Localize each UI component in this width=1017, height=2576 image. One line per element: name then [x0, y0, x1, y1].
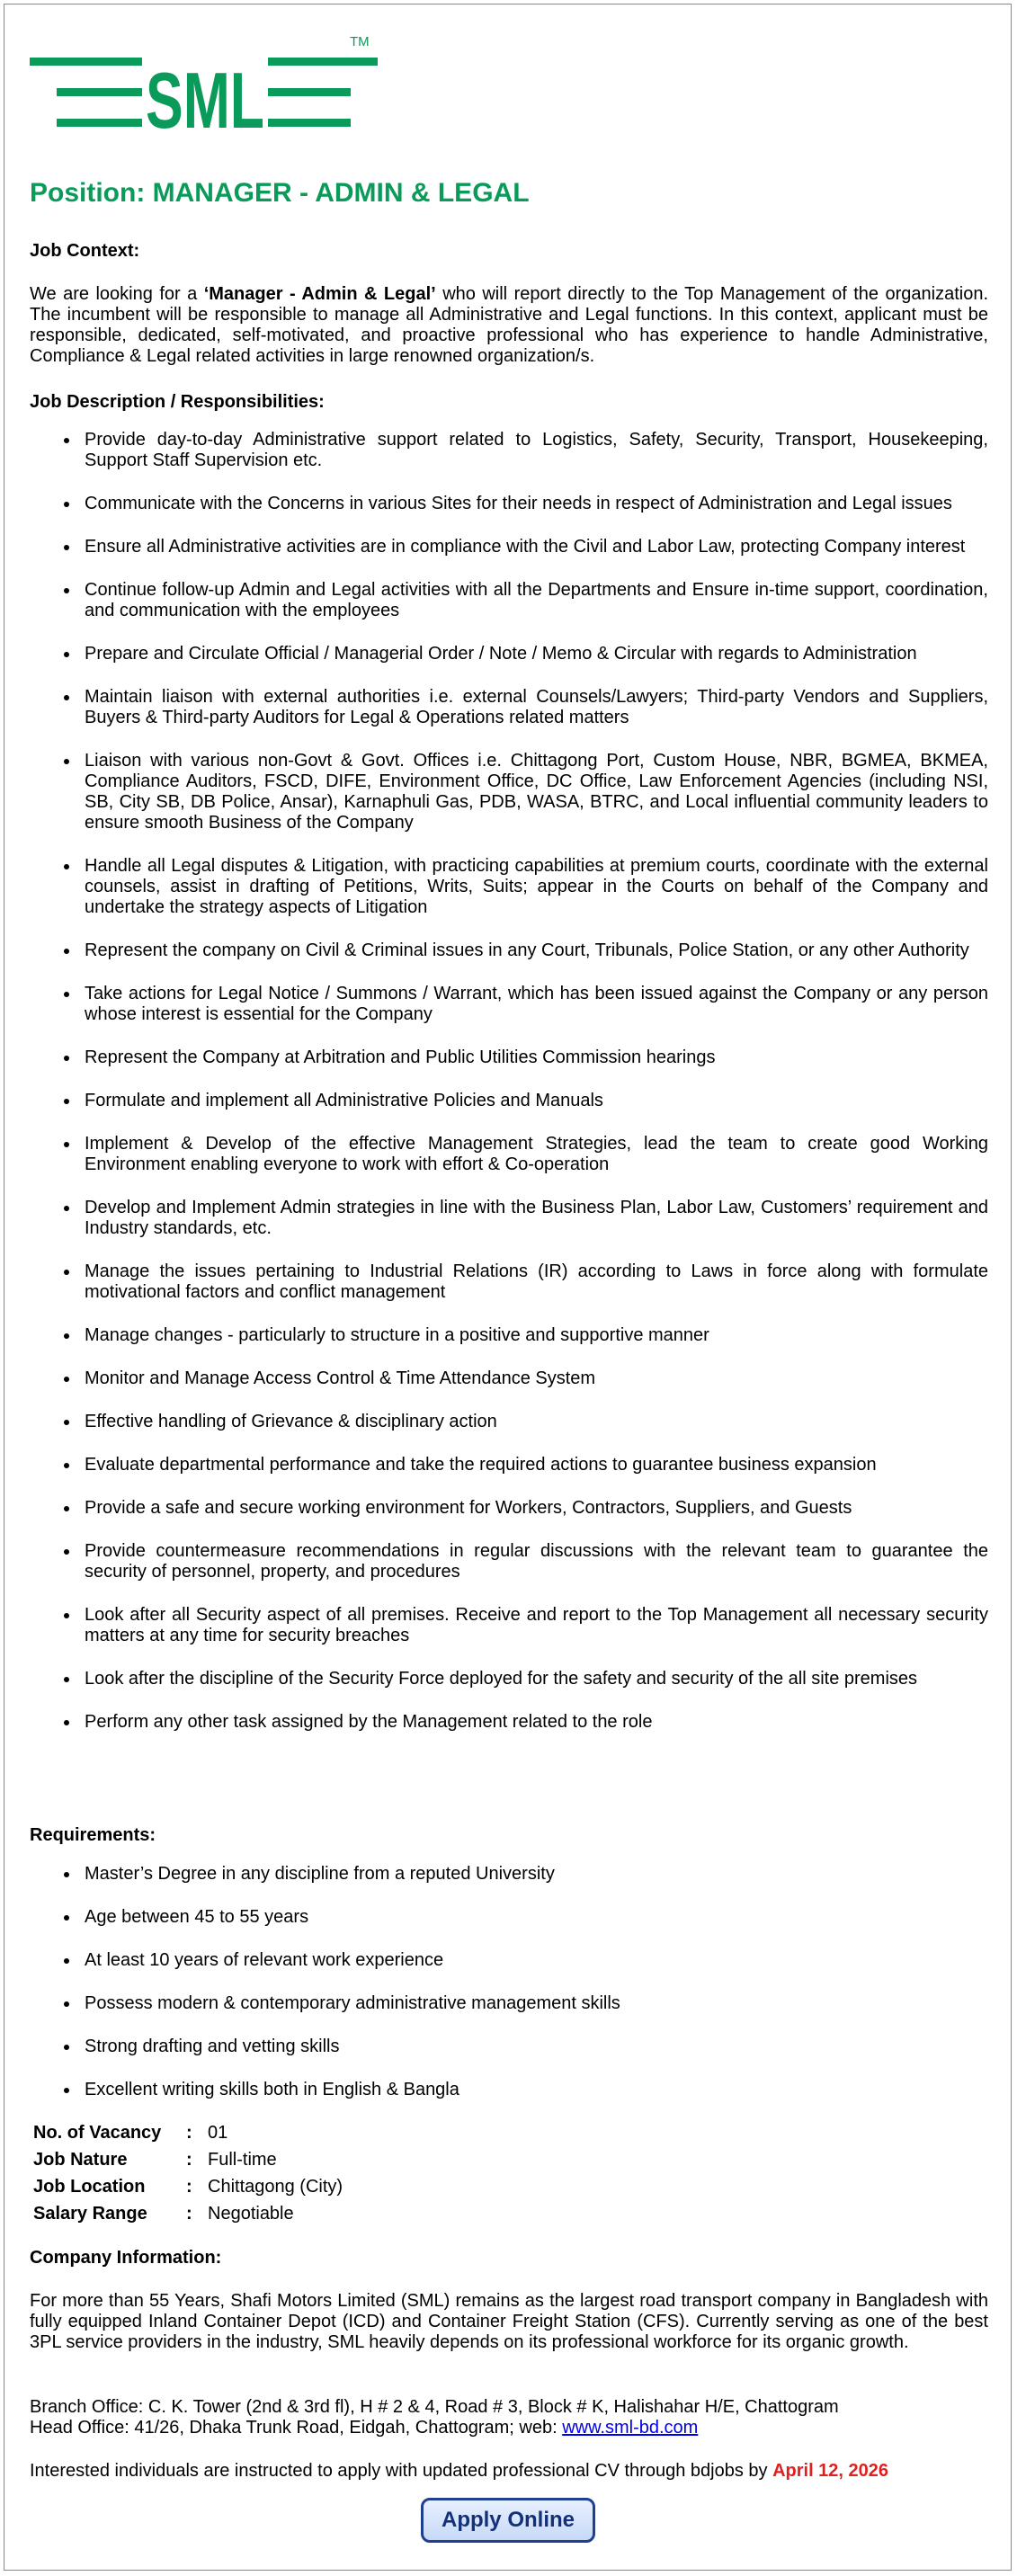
responsibility-item: Perform any other task assigned by the Management related to the role: [30, 1712, 988, 1733]
responsibility-item: Provide countermeasure recommendations in regular discussions with the relevant team to guarantee the security of personnel, property, and procedures: [30, 1541, 988, 1582]
job-facts-table: [33, 2119, 343, 2227]
requirement-item: Master’s Degree in any discipline from a reputed University: [30, 1864, 988, 1885]
fact-separator: :: [186, 2122, 192, 2143]
fact-value: 01: [208, 2122, 228, 2143]
requirement-item: Possess modern & contemporary administrative management skills: [30, 1993, 988, 2014]
job-context-role: ‘Manager - Admin & Legal’: [203, 284, 436, 304]
apply-instruction-line: [30, 2461, 988, 2482]
requirement-item: Excellent writing skills both in English & Bangla: [30, 2080, 988, 2100]
apply-online-button[interactable]: Apply Online: [421, 2498, 595, 2543]
apply-deadline: April 12, 2026: [772, 2461, 889, 2481]
responsibility-item: Take actions for Legal Notice / Summons / Warrant, which has been issued against the Company or any person whose interest is essential for the Company: [30, 984, 988, 1025]
requirement-item: Age between 45 to 55 years: [30, 1907, 988, 1928]
fact-value: Chittagong (City): [208, 2176, 343, 2197]
responsibility-item: Liaison with various non-Govt & Govt. Offices i.e. Chittagong Port, Custom House, NBR, BGMEA, BKMEA, Compliance Auditors, FSCD, DIFE, Environment Office, DC Office, Law Enforcement Agencies (including NSI, SB, City SB, DB Police, Ansar), Karnaphuli Gas, PDB, WASA, BTRC, and Local influential community leaders to ensure smooth Business of the Company: [30, 751, 988, 833]
responsibility-item: Implement & Develop of the effective Management Strategies, lead the team to create good Working Environment enabling everyone to work with effort & Co-operation: [30, 1134, 988, 1175]
responsibility-item: Look after all Security aspect of all premises. Receive and report to the Top Management all necessary security matters at any time for security breaches: [30, 1605, 988, 1646]
responsibility-item: Manage changes - particularly to structure in a positive and supportive manner: [30, 1325, 988, 1346]
requirement-item: At least 10 years of relevant work experience: [30, 1950, 988, 1971]
company-info-heading: Company Information:: [30, 2248, 222, 2268]
fact-value: Full-time: [208, 2149, 277, 2170]
fact-label: Job Nature: [33, 2149, 128, 2170]
job-context-pre: We are looking for a: [30, 284, 204, 304]
logo-wordmark: SML: [146, 56, 264, 145]
fact-label: Salary Range: [33, 2203, 147, 2224]
branch-office: Branch Office: C. K. Tower (2nd & 3rd fl), H # 2 & 4, Road # 3, Block # K, Halishahar H/E, Chattogram: [30, 2397, 839, 2417]
responsibility-item: Look after the discipline of the Security Force deployed for the safety and security of the all site premises: [30, 1669, 988, 1689]
responsibility-item: Represent the Company at Arbitration and Public Utilities Commission hearings: [30, 1047, 988, 1068]
responsibility-item: Communicate with the Concerns in various Sites for their needs in respect of Administration and Legal issues: [30, 494, 988, 514]
responsibility-item: Manage the issues pertaining to Industrial Relations (IR) according to Laws in force along with formulate motivational factors and conflict management: [30, 1261, 988, 1303]
responsibility-item: Monitor and Manage Access Control & Time Attendance System: [30, 1368, 988, 1389]
requirements-list: [30, 1864, 988, 2123]
job-context-heading: Job Context:: [30, 241, 140, 261]
fact-value: Negotiable: [208, 2203, 294, 2224]
website-link[interactable]: www.sml-bd.com: [562, 2418, 699, 2438]
job-context-text: [30, 284, 988, 367]
fact-label: No. of Vacancy: [33, 2122, 162, 2143]
fact-row: [33, 2200, 343, 2227]
responsibility-item: Formulate and implement all Administrative Policies and Manuals: [30, 1091, 988, 1111]
position-title: Position: MANAGER - ADMIN & LEGAL: [30, 178, 530, 208]
responsibility-item: Provide day-to-day Administrative support related to Logistics, Safety, Security, Transport, Housekeeping, Support Staff Supervision etc.: [30, 430, 988, 471]
fact-row: [33, 2146, 343, 2173]
fact-row: [33, 2119, 343, 2146]
responsibility-item: Maintain liaison with external authorities i.e. external Counsels/Lawyers; Third-party Vendors and Suppliers, Buyers & Third-party Auditors for Legal & Operations related matters: [30, 687, 988, 728]
responsibility-item: Effective handling of Grievance & disciplinary action: [30, 1412, 988, 1432]
fact-separator: :: [186, 2149, 192, 2170]
responsibility-item: Ensure all Administrative activities are in compliance with the Civil and Labor Law, protecting Company interest: [30, 537, 988, 557]
responsibility-item: Develop and Implement Admin strategies in line with the Business Plan, Labor Law, Customers’ requirement and Industry standards, etc.: [30, 1198, 988, 1239]
head-office: Head Office: 41/26, Dhaka Trunk Road, Eidgah, Chattogram; web:: [30, 2418, 563, 2438]
logo-trademark: TM: [350, 34, 370, 49]
fact-row: [33, 2173, 343, 2200]
responsibility-item: Evaluate departmental performance and take the required actions to guarantee business expansion: [30, 1455, 988, 1475]
apply-instruction: Interested individuals are instructed to apply with updated professional CV through bdjobs by: [30, 2461, 773, 2481]
responsibility-item: Provide a safe and secure working environment for Workers, Contractors, Suppliers, and Guests: [30, 1498, 988, 1519]
responsibility-item: Continue follow-up Admin and Legal activities with all the Departments and Ensure in-time support, coordination, and communication with the employees: [30, 580, 988, 621]
responsibilities-list: [30, 430, 988, 1755]
requirements-heading: Requirements:: [30, 1825, 156, 1845]
company-about: For more than 55 Years, Shafi Motors Limited (SML) remains as the largest road transport company in Bangladesh with fully equipped Inland Container Depot (ICD) and Container Freight Station (CFS). Currently serving as one of the best 3PL service providers in the industry, SML heavily depends on its professional workforce for its organic growth.: [30, 2291, 988, 2352]
fact-separator: :: [186, 2203, 192, 2224]
sml-logo: [30, 31, 380, 147]
job-context-post: who will report directly to the Top Management of the organization. The incumbent will be responsible to manage all Administrative and Legal functions. In this context, applicant must be responsible, dedicated, self-motivated, and proactive professional who has experience to handle Administrative, Compliance & Legal related activities in large renowned organization/s.: [30, 284, 988, 366]
responsibility-item: Prepare and Circulate Official / Managerial Order / Note / Memo & Circular with regards to Administration: [30, 644, 988, 664]
responsibilities-heading: Job Description / Responsibilities:: [30, 392, 325, 412]
requirement-item: Strong drafting and vetting skills: [30, 2037, 988, 2057]
fact-label: Job Location: [33, 2176, 146, 2197]
head-office-line: [30, 2418, 988, 2438]
responsibility-item: Represent the company on Civil & Criminal issues in any Court, Tribunals, Police Station, or any other Authority: [30, 940, 988, 961]
fact-separator: :: [186, 2176, 192, 2197]
responsibility-item: Handle all Legal disputes & Litigation, with practicing capabilities at premium courts, coordinate with the external counsels, assist in drafting of Petitions, Writs, Suits; appear in the Courts on behalf of the Company and undertake the strategy aspects of Litigation: [30, 856, 988, 918]
